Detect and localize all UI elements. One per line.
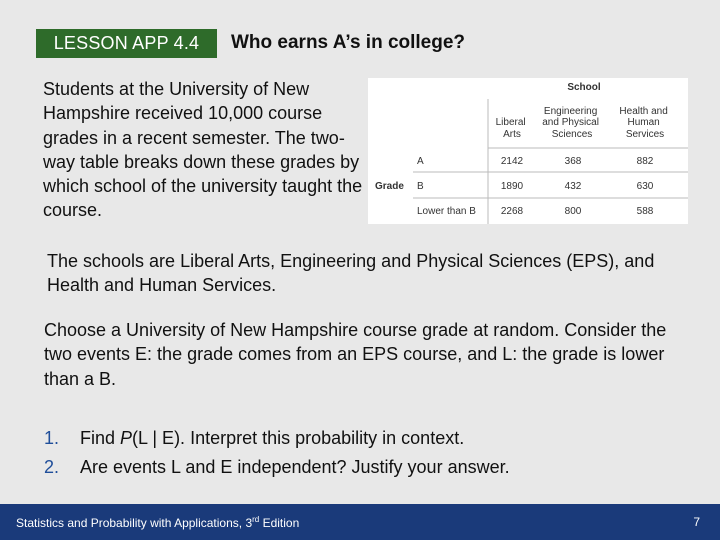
table-cell: 1890 [500, 181, 524, 192]
school-header: School [567, 82, 601, 93]
table-cell: 432 [564, 181, 582, 192]
col-header-line: Arts [503, 129, 521, 140]
page-number: 7 [693, 515, 700, 529]
table-cell: 368 [564, 156, 582, 167]
events-paragraph: Choose a University of New Hampshire course grade at random. Consider the two events E: the grade comes from an EPS course, and L: the grade is lower than a B. [44, 320, 667, 389]
question-text [80, 428, 464, 449]
row-label-b: B [417, 181, 424, 192]
lesson-tag: LESSON APP 4.4 [36, 29, 217, 58]
row-label-a: A [417, 156, 424, 167]
col-header-line: Human [627, 117, 660, 128]
col-header-line: Health and [619, 106, 668, 117]
table-cell: 2142 [500, 156, 524, 167]
col-header-hhs [619, 106, 670, 140]
footer-title-part: Statistics and Probability with Applications, 3 [16, 516, 253, 530]
two-way-table [368, 78, 688, 224]
question-text-italic: P [120, 428, 133, 448]
col-header-line: and Physical [542, 117, 599, 128]
footer-book-title [16, 515, 299, 530]
grade-header: Grade [375, 181, 404, 192]
table-cell: 2268 [500, 206, 524, 217]
col-header-line: Sciences [551, 129, 593, 140]
slide-title: Who earns A’s in college? [231, 32, 466, 53]
question-list [44, 424, 510, 482]
table-cell: 800 [564, 206, 582, 217]
two-way-table-graphic [368, 78, 688, 224]
question-number: 2. [44, 457, 60, 477]
question-text: Are events L and E independent? Justify your answer. [80, 457, 510, 477]
col-header-line: Services [625, 129, 665, 140]
question-text-part: Find [80, 428, 121, 448]
footer-bar [0, 504, 720, 540]
col-header-line: Engineering [543, 106, 598, 117]
col-header-eps [542, 106, 601, 140]
footer-superscript: rd [252, 515, 260, 524]
col-header-line: Liberal [495, 117, 526, 128]
intro-paragraph: Students at the University of New Hampshire received 10,000 course grades in a recent semester. The two-way table breaks down these grades by which school of the university taught the course. [43, 79, 363, 221]
col-header-liberal-arts [496, 117, 529, 140]
question-text-part: (L | E). Interpret this probability in context. [132, 428, 465, 448]
table-cell: 588 [636, 206, 654, 217]
footer-title-part: Edition [259, 516, 300, 530]
question-number: 1. [44, 428, 60, 448]
table-cell: 882 [636, 156, 654, 167]
row-label-lower-than-b: Lower than B [417, 206, 476, 217]
table-cell: 630 [636, 181, 654, 192]
schools-paragraph: The schools are Liberal Arts, Engineering and Physical Sciences (EPS), and Health and Human Services. [47, 251, 655, 296]
question-item [44, 424, 510, 453]
question-item [44, 453, 510, 482]
